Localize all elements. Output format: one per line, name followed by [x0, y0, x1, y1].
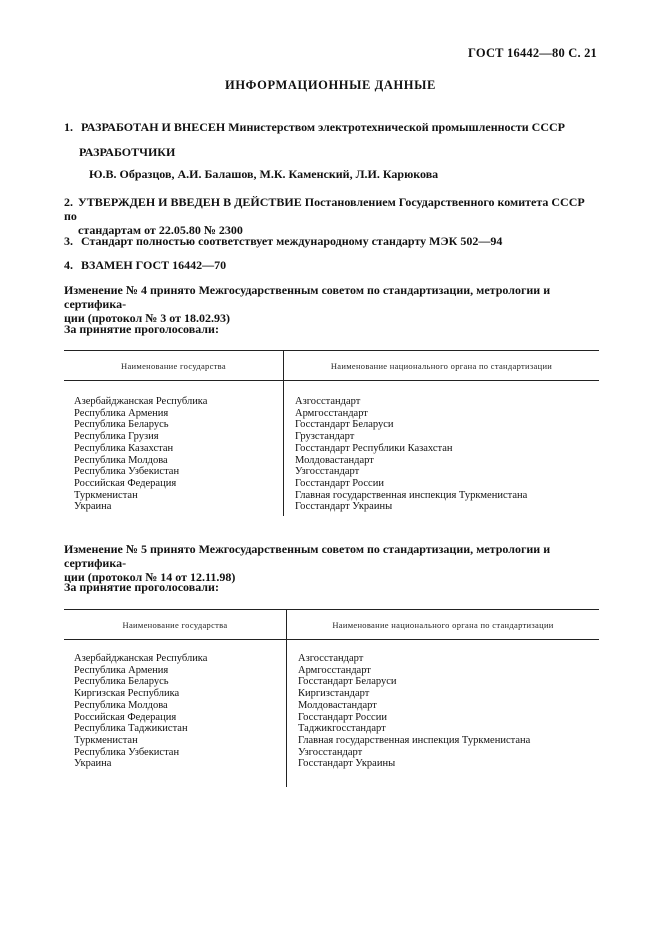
table-cell-state: Республика Узбекистан [74, 466, 180, 478]
table-cell-body: Узгосстандарт [298, 746, 363, 758]
item-1 [64, 120, 599, 134]
item-4 [64, 258, 599, 272]
table-cell-state: Украина [74, 758, 112, 770]
table-cell-body: Молдовастандарт [298, 699, 377, 711]
table-cell-state: Республика Казахстан [74, 442, 174, 454]
change-5-voted: За принятие проголосовали: [64, 580, 219, 594]
table-cell-body: Госстандарт Украины [295, 501, 393, 513]
developers-list: Ю.В. Образцов, А.И. Балашов, М.К. Каменский, Л.И. Карюкова [89, 167, 439, 181]
table-cell-body: Узгосстандарт [295, 466, 360, 478]
table-cell-body: Азгосстандарт [298, 653, 364, 664]
change-5-table [64, 609, 599, 787]
table-cell-state: Российская Федерация [74, 711, 177, 723]
item-4-number: 4. [64, 258, 73, 272]
change-4-voted: За принятие проголосовали: [64, 322, 219, 336]
item-2 [64, 195, 599, 237]
item-3-text: Стандарт полностью соответствует международному стандарту МЭК 502—94 [81, 234, 503, 248]
table-cell-state: Азербайджанская Республика [74, 396, 208, 407]
item-2-line1: УТВЕРЖДЕН И ВВЕДЕН В ДЕЙСТВИЕ Постановлением Государственного комитета СССР по [64, 195, 585, 223]
table-top-rule [64, 609, 599, 610]
table-cell-body: Госстандарт Беларуси [298, 676, 397, 688]
table-header-body: Наименование национального органа по стандартизации [332, 620, 554, 630]
table-cell-body: Киргизстандарт [298, 688, 370, 700]
item-2-line2: стандартам от 22.05.80 № 2300 [78, 223, 243, 237]
table-cell-body: Госстандарт России [295, 477, 384, 489]
item-3-number: 3. [64, 234, 73, 248]
change-4-line1: Изменение № 4 принято Межгосударственным советом по стандартизации, метрологии и сертифика- [64, 283, 551, 311]
change-5-heading [64, 542, 599, 584]
table-header-rule [64, 380, 599, 381]
item-1-text: РАЗРАБОТАН И ВНЕСЕН Министерством электротехнической промышленности СССР [81, 120, 566, 134]
table-cell-body: Грузстандарт [295, 431, 355, 443]
table-cell-body: Армгосстандарт [298, 664, 371, 676]
table-header-body: Наименование национального органа по стандартизации [330, 361, 553, 371]
item-4-text: ВЗАМЕН ГОСТ 16442—70 [81, 258, 227, 272]
table-cell-body: Госстандарт России [298, 711, 387, 723]
change-5-bodies [298, 653, 530, 770]
table-cell-body: Армгосстандарт [295, 407, 368, 419]
table-cell-body: Таджикгосстандарт [298, 723, 386, 735]
table-cell-state: Республика Армения [74, 664, 169, 676]
table-cell-state: Туркменистан [74, 734, 138, 746]
table-cell-state: Республика Молдова [74, 454, 168, 466]
change-5-states [74, 653, 207, 770]
change-5-line1: Изменение № 5 принято Межгосударственным советом по стандартизации, метрологии и сертифика- [64, 542, 551, 570]
table-header-state: Наименование государства [122, 620, 228, 630]
table-cell-state: Республика Армения [74, 407, 169, 419]
table-cell-body: Главная государственная инспекция Туркменистана [298, 734, 531, 746]
table-cell-body: Азгосстандарт [295, 396, 361, 407]
table-header-rule [64, 639, 599, 640]
table-cell-state: Республика Таджикистан [74, 723, 188, 735]
table-cell-body: Госстандарт Республики Казахстан [295, 442, 453, 454]
change-4-bodies [295, 396, 527, 513]
table-cell-body: Госстандарт Украины [298, 758, 396, 770]
table-top-rule [64, 350, 599, 351]
item-3 [64, 234, 599, 248]
change-4-states [74, 396, 207, 513]
table-column-divider [286, 609, 287, 787]
table-cell-state: Республика Беларусь [74, 676, 169, 688]
table-column-divider [283, 350, 284, 516]
table-cell-body: Главная государственная инспекция Туркменистана [295, 489, 528, 501]
change-4-line2: ции (протокол № 3 от 18.02.93) [64, 311, 231, 325]
page-header-code: ГОСТ 16442—80 С. 21 [468, 46, 597, 60]
table-cell-body: Госстандарт Беларуси [295, 419, 394, 431]
developers-label: РАЗРАБОТЧИКИ [79, 145, 176, 159]
change-5-line2: ции (протокол № 14 от 12.11.98) [64, 570, 236, 584]
table-cell-state: Республика Беларусь [74, 419, 169, 431]
table-cell-body: Молдовастандарт [295, 454, 374, 466]
table-cell-state: Украина [74, 501, 112, 513]
table-cell-state: Республика Молдова [74, 699, 168, 711]
table-cell-state: Азербайджанская Республика [74, 653, 208, 664]
change-4-heading [64, 283, 599, 325]
table-cell-state: Республика Грузия [74, 431, 159, 443]
item-1-number: 1. [64, 120, 73, 134]
table-cell-state: Республика Узбекистан [74, 746, 180, 758]
table-cell-state: Туркменистан [74, 489, 138, 501]
table-cell-state: Российская Федерация [74, 477, 177, 489]
table-header-state: Наименование государства [121, 361, 226, 371]
item-2-number: 2. [64, 195, 73, 209]
page-title: ИНФОРМАЦИОННЫЕ ДАННЫЕ [225, 78, 436, 92]
table-cell-state: Киргизская Республика [74, 688, 180, 700]
change-4-table [64, 350, 599, 516]
